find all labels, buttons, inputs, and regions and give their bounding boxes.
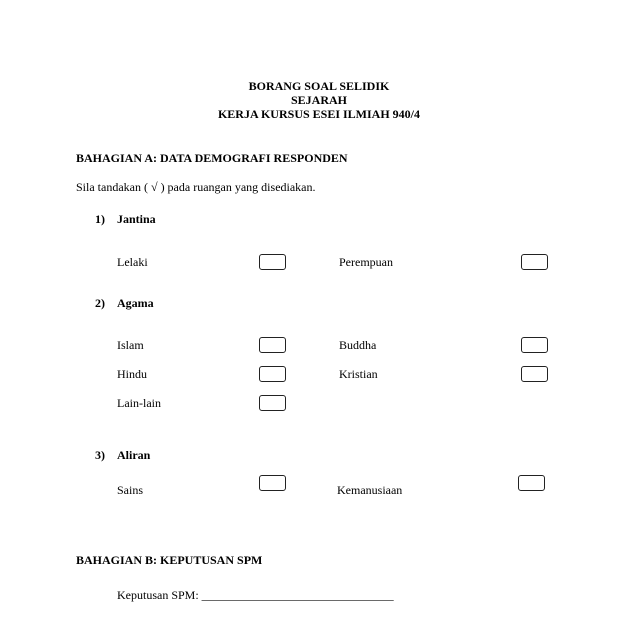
- q1-title: Jantina: [117, 212, 156, 226]
- option-lelaki-checkbox[interactable]: [259, 254, 286, 270]
- q2-number: 2): [95, 296, 105, 310]
- option-perempuan-checkbox[interactable]: [521, 254, 548, 270]
- q3-number: 3): [95, 448, 105, 462]
- option-hindu-checkbox[interactable]: [259, 366, 286, 382]
- q2-title: Agama: [117, 296, 154, 310]
- option-islam-checkbox[interactable]: [259, 337, 286, 353]
- q1-number: 1): [95, 212, 105, 226]
- option-sains-checkbox[interactable]: [259, 475, 286, 491]
- option-hindu-label: Hindu: [117, 367, 147, 381]
- option-kemanusiaan-label: Kemanusiaan: [337, 483, 403, 497]
- q3-title: Aliran: [117, 448, 151, 462]
- option-lain-lain-checkbox[interactable]: [259, 395, 286, 411]
- option-buddha-label: Buddha: [339, 338, 377, 352]
- option-lain-lain-label: Lain-lain: [117, 396, 161, 410]
- option-kemanusiaan-checkbox[interactable]: [518, 475, 545, 491]
- option-kristian-checkbox[interactable]: [521, 366, 548, 382]
- section-a-instruction: Sila tandakan ( √ ) pada ruangan yang disediakan.: [76, 180, 316, 194]
- option-perempuan-label: Perempuan: [339, 255, 393, 269]
- section-b-heading: BAHAGIAN B: KEPUTUSAN SPM: [76, 553, 263, 567]
- option-kristian-label: Kristian: [339, 367, 378, 381]
- spm-result-field[interactable]: Keputusan SPM: ________________________________: [117, 588, 394, 602]
- option-buddha-checkbox[interactable]: [521, 337, 548, 353]
- section-a-heading: BAHAGIAN A: DATA DEMOGRAFI RESPONDEN: [76, 151, 348, 165]
- option-islam-label: Islam: [117, 338, 144, 352]
- option-lelaki-label: Lelaki: [117, 255, 148, 269]
- form-subject: SEJARAH: [290, 93, 347, 107]
- form-title: BORANG SOAL SELIDIK: [248, 79, 390, 93]
- option-sains-label: Sains: [117, 483, 144, 497]
- form-subtitle: KERJA KURSUS ESEI ILMIAH 940/4: [217, 107, 421, 121]
